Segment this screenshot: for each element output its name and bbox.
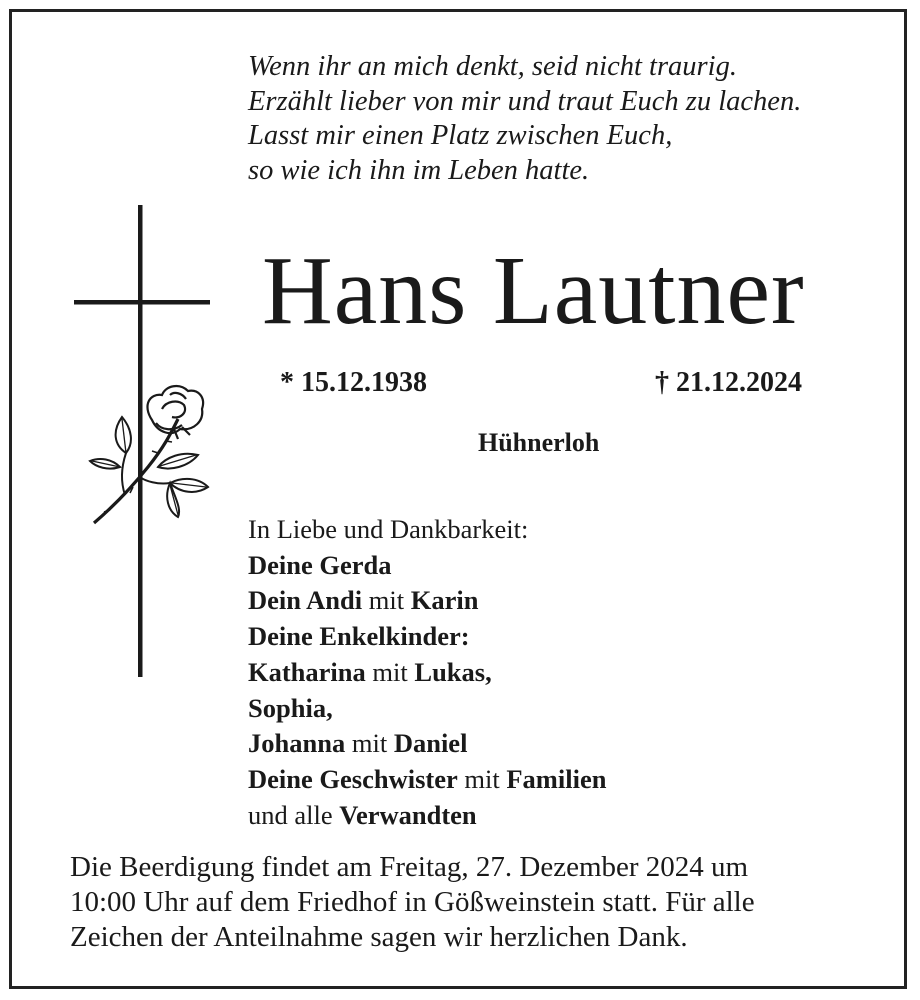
funeral-line: 10:00 Uhr auf dem Friedhof in Gößweinstein statt. Für alle (70, 886, 755, 918)
mourners-list (248, 512, 606, 833)
mourners-intro: In Liebe und Dankbarkeit: (248, 514, 529, 544)
mourner-group: Deine Geschwister (248, 763, 458, 794)
mourner-line (248, 798, 606, 834)
funeral-notice (70, 850, 755, 955)
mourner-group: Verwandten (339, 799, 477, 830)
mourner-line (248, 691, 606, 727)
poem-line: so wie ich ihn im Leben hatte. (248, 154, 590, 186)
mourner-connector: mit (351, 728, 388, 759)
mourner-name: Daniel (393, 728, 468, 759)
mourner-connector: und alle (248, 799, 333, 830)
poem-line: Wenn ihr an mich denkt, seid nicht traurig. (248, 51, 737, 82)
poem-line: Erzählt lieber von mir und traut Euch zu lachen. (248, 85, 802, 117)
mourner-name: Katharina (248, 656, 366, 687)
mourner-name: Deine Gerda (248, 549, 392, 580)
mourner-line (248, 583, 606, 619)
poem-line: Lasst mir einen Platz zwischen Euch, (248, 120, 673, 151)
mourner-line (248, 655, 606, 691)
birth-date: * 15.12.1938 (280, 367, 427, 398)
poem (248, 50, 801, 188)
cross-with-rose-icon (70, 205, 215, 685)
mourner-name: Karin (410, 585, 479, 616)
mourner-connector: mit (464, 763, 500, 794)
residence-place: Hühnerloh (478, 428, 600, 457)
deceased-name: Hans Lautner (262, 237, 805, 345)
mourner-line (248, 762, 606, 798)
funeral-line: Die Beerdigung findet am Freitag, 27. Dezember 2024 um (70, 851, 749, 883)
mourner-name: Sophia, (248, 692, 333, 723)
mourner-connector: mit (372, 656, 408, 687)
mourner-line (248, 619, 606, 655)
mourner-group: Deine Enkelkinder: (248, 621, 470, 652)
mourner-line (248, 726, 606, 762)
mourner-line (248, 548, 606, 584)
mourner-name: Dein Andi (248, 585, 363, 616)
funeral-line: Zeichen der Anteilnahme sagen wir herzlichen Dank. (70, 921, 688, 953)
mourner-name: Lukas, (414, 656, 492, 687)
mourner-name: Johanna (248, 728, 346, 759)
death-date: † 21.12.2024 (655, 367, 802, 398)
mourner-group: Familien (506, 763, 607, 794)
mourner-connector: mit (368, 585, 405, 616)
